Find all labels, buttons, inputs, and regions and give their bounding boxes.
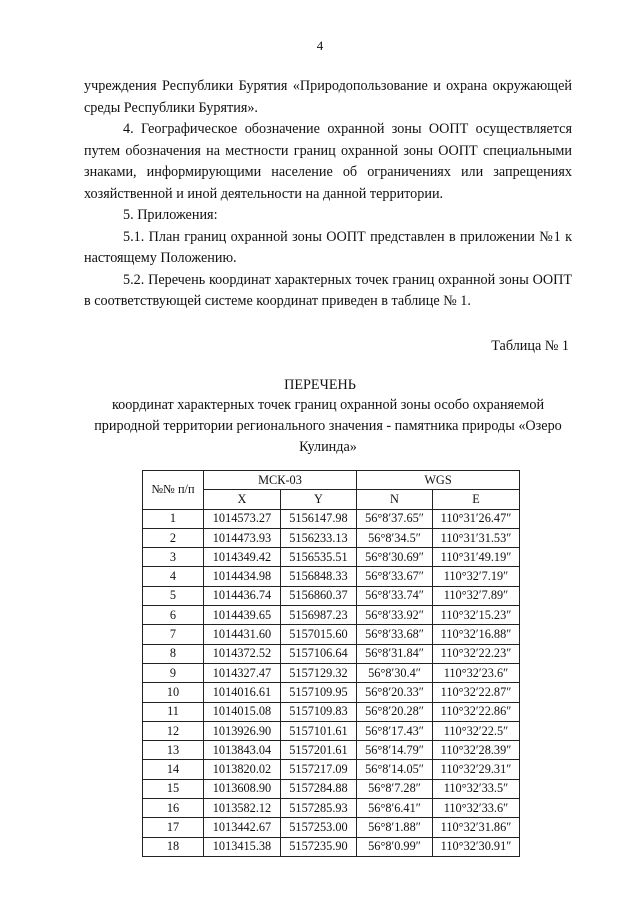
cell-number: 6 <box>143 606 204 625</box>
cell-number: 4 <box>143 567 204 586</box>
table-row <box>143 760 520 779</box>
table-row <box>143 702 520 721</box>
cell-n: 56°8′17.43″ <box>357 721 433 740</box>
paragraph-5-1: 5.1. План границ охранной зоны ООПТ представлен в приложении №1 к настоящему Положению. <box>84 228 572 266</box>
cell-number: 18 <box>143 837 204 856</box>
cell-e: 110°31′49.19″ <box>433 548 520 567</box>
cell-e: 110°32′7.19″ <box>433 567 520 586</box>
cell-y: 5157235.90 <box>281 837 357 856</box>
cell-e: 110°32′7.89″ <box>433 586 520 605</box>
cell-e: 110°31′26.47″ <box>433 509 520 528</box>
cell-n: 56°8′33.92″ <box>357 606 433 625</box>
cell-x: 1014436.74 <box>204 586 281 605</box>
cell-e: 110°32′33.6″ <box>433 799 520 818</box>
cell-e: 110°32′33.5″ <box>433 779 520 798</box>
cell-number: 7 <box>143 625 204 644</box>
body-text <box>84 76 572 313</box>
cell-x: 1014431.60 <box>204 625 281 644</box>
cell-x: 1014434.98 <box>204 567 281 586</box>
cell-x: 1014015.08 <box>204 702 281 721</box>
table-row <box>143 721 520 740</box>
cell-n: 56°8′1.88″ <box>357 818 433 837</box>
cell-n: 56°8′7.28″ <box>357 779 433 798</box>
header-wgs: WGS <box>357 471 520 490</box>
cell-e: 110°31′31.53″ <box>433 528 520 547</box>
cell-y: 5157015.60 <box>281 625 357 644</box>
cell-e: 110°32′29.31″ <box>433 760 520 779</box>
cell-number: 2 <box>143 528 204 547</box>
cell-number: 10 <box>143 683 204 702</box>
table-row <box>143 837 520 856</box>
table-label: Таблица № 1 <box>491 338 569 354</box>
table-row <box>143 548 520 567</box>
table-row <box>143 625 520 644</box>
header-n: N <box>357 490 433 509</box>
cell-y: 5157201.61 <box>281 741 357 760</box>
cell-e: 110°32′22.86″ <box>433 702 520 721</box>
cell-e: 110°32′23.6″ <box>433 663 520 682</box>
cell-x: 1013608.90 <box>204 779 281 798</box>
cell-x: 1014327.47 <box>204 663 281 682</box>
cell-n: 56°8′33.67″ <box>357 567 433 586</box>
cell-x: 1014439.65 <box>204 606 281 625</box>
cell-e: 110°32′22.23″ <box>433 644 520 663</box>
table-row <box>143 741 520 760</box>
header-x: X <box>204 490 281 509</box>
cell-y: 5157101.61 <box>281 721 357 740</box>
cell-y: 5157106.64 <box>281 644 357 663</box>
table-row <box>143 818 520 837</box>
cell-y: 5156535.51 <box>281 548 357 567</box>
cell-x: 1013926.90 <box>204 721 281 740</box>
cell-n: 56°8′33.74″ <box>357 586 433 605</box>
cell-n: 56°8′30.69″ <box>357 548 433 567</box>
cell-e: 110°32′28.39″ <box>433 741 520 760</box>
cell-y: 5156147.98 <box>281 509 357 528</box>
header-number: №№ п/п <box>143 471 204 510</box>
cell-n: 56°8′20.33″ <box>357 683 433 702</box>
cell-n: 56°8′20.28″ <box>357 702 433 721</box>
cell-e: 110°32′22.87″ <box>433 683 520 702</box>
cell-y: 5157109.83 <box>281 702 357 721</box>
cell-number: 5 <box>143 586 204 605</box>
table-row <box>143 663 520 682</box>
cell-x: 1013843.04 <box>204 741 281 760</box>
cell-y: 5157217.09 <box>281 760 357 779</box>
cell-e: 110°32′30.91″ <box>433 837 520 856</box>
cell-n: 56°8′0.99″ <box>357 837 433 856</box>
cell-number: 12 <box>143 721 204 740</box>
cell-e: 110°32′16.88″ <box>433 625 520 644</box>
list-title: ПЕРЕЧЕНЬ <box>284 377 356 393</box>
list-subtitle: координат характерных точек границ охранной зоны особо охраняемой природной территории регионального значения - памятника природы «Озеро Кулинда» <box>94 397 562 455</box>
cell-number: 14 <box>143 760 204 779</box>
header-y: Y <box>281 490 357 509</box>
cell-n: 56°8′14.05″ <box>357 760 433 779</box>
cell-y: 5157109.95 <box>281 683 357 702</box>
table-row <box>143 567 520 586</box>
cell-number: 15 <box>143 779 204 798</box>
cell-x: 1014473.93 <box>204 528 281 547</box>
cell-x: 1013442.67 <box>204 818 281 837</box>
cell-e: 110°32′22.5″ <box>433 721 520 740</box>
cell-x: 1014349.42 <box>204 548 281 567</box>
cell-x: 1013415.38 <box>204 837 281 856</box>
table-row <box>143 606 520 625</box>
cell-y: 5157285.93 <box>281 799 357 818</box>
paragraph-5-2: 5.2. Перечень координат характерных точек границ охранной зоны ООПТ в соответствующей системе координат приведен в таблице № 1. <box>84 271 572 309</box>
cell-number: 9 <box>143 663 204 682</box>
cell-y: 5156987.23 <box>281 606 357 625</box>
table-row <box>143 528 520 547</box>
table-row <box>143 586 520 605</box>
cell-x: 1013582.12 <box>204 799 281 818</box>
cell-e: 110°32′15.23″ <box>433 606 520 625</box>
cell-number: 1 <box>143 509 204 528</box>
cell-e: 110°32′31.86″ <box>433 818 520 837</box>
cell-y: 5157129.32 <box>281 663 357 682</box>
cell-x: 1013820.02 <box>204 760 281 779</box>
cell-n: 56°8′14.79″ <box>357 741 433 760</box>
cell-n: 56°8′33.68″ <box>357 625 433 644</box>
cell-y: 5156860.37 <box>281 586 357 605</box>
cell-number: 13 <box>143 741 204 760</box>
cell-y: 5157253.00 <box>281 818 357 837</box>
paragraph-4: 4. Географическое обозначение охранной зоны ООПТ осуществляется путем обозначения на местности границ охранной зоны ООПТ специальными знаками, информирующими население об ограничениях или запрещениях хозяйственной и иной деятельности на данной территории. <box>84 121 572 202</box>
cell-n: 56°8′34.5″ <box>357 528 433 547</box>
page-number: 4 <box>316 38 324 53</box>
cell-number: 17 <box>143 818 204 837</box>
cell-y: 5157284.88 <box>281 779 357 798</box>
header-e: E <box>433 490 520 509</box>
paragraph-continuation: учреждения Республики Бурятия «Природопользование и охрана окружающей среды Республики Бурятия». <box>84 78 572 116</box>
cell-n: 56°8′6.41″ <box>357 799 433 818</box>
cell-y: 5156233.13 <box>281 528 357 547</box>
cell-y: 5156848.33 <box>281 567 357 586</box>
table-row <box>143 799 520 818</box>
cell-x: 1014573.27 <box>204 509 281 528</box>
cell-n: 56°8′31.84″ <box>357 644 433 663</box>
table-row <box>143 509 520 528</box>
table-body <box>143 509 520 856</box>
table-row <box>143 644 520 663</box>
cell-number: 8 <box>143 644 204 663</box>
table-row <box>143 779 520 798</box>
cell-n: 56°8′37.65″ <box>357 509 433 528</box>
cell-x: 1014016.61 <box>204 683 281 702</box>
cell-number: 3 <box>143 548 204 567</box>
cell-n: 56°8′30.4″ <box>357 663 433 682</box>
cell-x: 1014372.52 <box>204 644 281 663</box>
paragraph-5: 5. Приложения: <box>123 207 218 223</box>
coordinates-table <box>142 470 520 857</box>
cell-number: 16 <box>143 799 204 818</box>
cell-number: 11 <box>143 702 204 721</box>
header-msk03: МСК-03 <box>204 471 357 490</box>
table-row <box>143 683 520 702</box>
